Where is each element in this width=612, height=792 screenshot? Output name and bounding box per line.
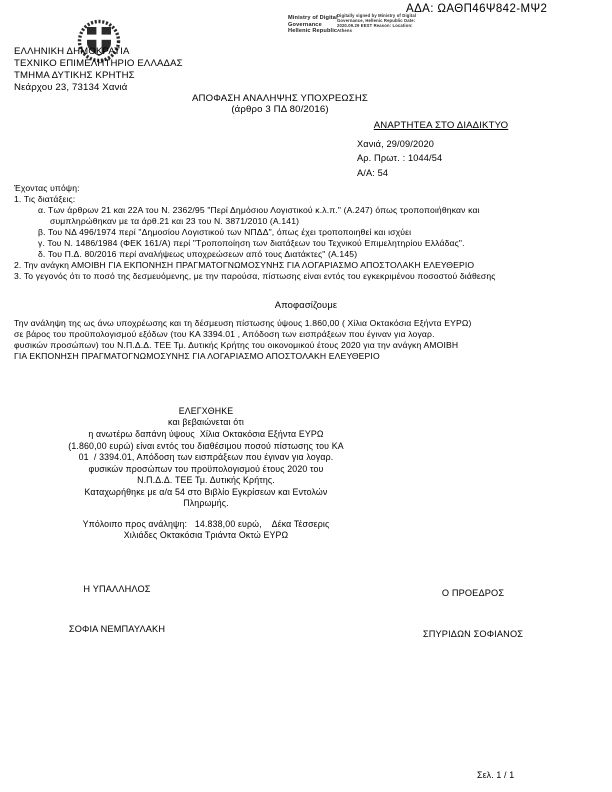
signature-left-name: ΣΟΦΙΑ ΝΕΜΠΑΥΛΑΚΗ xyxy=(68,624,166,634)
considerations-item-1c: γ. Του Ν. 1486/1984 (ΦΕΚ 161/Α) περί "Τροποποίηση των διατάξεων του Τεχνικού Επιμελητηρίου Ελλάδας". xyxy=(38,238,465,248)
page-number: Σελ. 1 / 1 xyxy=(477,770,515,780)
verification-line: Ν.Π.Δ.Δ. ΤΕΕ Τμ. Δυτικής Κρήτης. xyxy=(137,475,275,485)
org-line-department: ΤΜΗΜΑ ΔΥΤΙΚΗΣ ΚΡΗΤΗΣ xyxy=(14,70,135,81)
signature-right-title: Ο ΠΡΟΕΔΡΟΣ xyxy=(441,588,505,598)
signature-left-title: Η ΥΠΑΛΛΗΛΟΣ xyxy=(83,584,151,594)
verification-checked-label: ΕΛΕΓΧΘΗΚΕ xyxy=(178,406,234,416)
decision-body-line: Την ανάληψη της ως άνω υποχρέωσης και τη δέσμευση πίστωσης ύψους 1.860,00 ( Χίλια Οκτακόσια Εξήντα ΕΥΡΩ) xyxy=(14,318,472,328)
publish-notice: ΑΝΑΡΤΗΤΕΑ ΣΤΟ ΔΙΑΔΙΚΤΥΟ xyxy=(373,120,509,131)
digital-signature-details: Digitally signed by Ministry of Digital Governance, Hellenic Republic Date: 2020.09.29 EEST Reason: Location: Athens xyxy=(337,13,417,33)
ministry-stamp: Ministry of Digital Governance Hellenic Republic xyxy=(288,15,338,35)
considerations-item-1a-cont: συμπληρώθηκαν με τα άρθ.21 και 23 του Ν. 3871/2010 (Α.141) xyxy=(50,216,300,226)
decision-body-line: ΓΙΑ ΕΚΠΟΝΗΣΗ ΠΡΑΓΜΑΤΟΓΝΩΜΟΣΥΝΗΣ ΓΙΑ ΛΟΓΑΡΙΑΣΜΟ ΑΠΟΣΤΟΛΑΚΗ ΕΛΕΥΘΕΡΙΟ xyxy=(14,351,380,361)
document-title: ΑΠΟΦΑΣΗ ΑΝΑΛΗΨΗΣ ΥΠΟΧΡΕΩΣΗΣ xyxy=(192,93,368,104)
considerations-item-1: 1. Τις διατάξεις: xyxy=(14,194,76,204)
decision-heading: Αποφασίζουμε xyxy=(274,299,338,310)
document-subtitle: (άρθρο 3 ΠΔ 80/2016) xyxy=(231,104,329,115)
verification-line: και βεβαιώνεται ότι xyxy=(168,417,244,427)
greek-coat-of-arms-icon xyxy=(57,1,105,46)
verification-line: η ανωτέρω δαπάνη ύψους Χίλια Οκτακόσια Εξήντα ΕΥΡΩ xyxy=(88,429,324,439)
serial-number: Α/Α: 54 xyxy=(357,168,389,178)
org-line-chamber: ΤΕΧΝΙΚΟ ΕΠΙΜΕΛΗΤΗΡΙΟ ΕΛΛΑΔΑΣ xyxy=(14,58,183,69)
ada-code: ΑΔΑ: ΩΑΘΠ46Ψ842-ΜΨ2 xyxy=(406,3,548,15)
verification-registry-line: Καταχωρήθηκε με α/α 54 στο Βιβλίο Εγκρίσεων και Εντολών xyxy=(84,487,328,497)
considerations-item-3: 3. Το γεγονός ότι το ποσό της δεσμευόμενης, με την παρούσα, πίστωσης είναι εντός του εγκεκριμένου ποσοστού διάθεσης xyxy=(14,271,496,281)
org-line-republic: ΕΛΛΗΝΙΚΗ ΔΗΜΟΚΡΑΤΙΑ xyxy=(14,46,130,57)
org-line-address: Νεάρχου 23, 73134 Χανιά xyxy=(14,82,128,93)
considerations-item-1d: δ. Του Π.Δ. 80/2016 περί αναλήψεως υποχρεώσεων από τους Διατάκτες" (Α.145) xyxy=(38,249,358,259)
considerations-item-1a: α. Των άρθρων 21 και 22Α του Ν. 2362/95 "Περί Δημόσιου Λογιστικού κ.λ.π." (Α.247) όπως τροποποιήθηκαν και xyxy=(38,205,480,215)
verification-line: (1.860,00 ευρώ) είναι εντός του διαθέσιμου ποσού πίστωσης του ΚΑ xyxy=(68,441,344,451)
decision-body-line: σε βάρος του προϋπολογισμού εξόδων (του ΚΑ 3394.01 , Απόδοση των εισπράξεων που έγιναν για λογαρ. xyxy=(14,329,435,339)
protocol-number: Αρ. Πρωτ. : 1044/54 xyxy=(357,153,443,163)
decision-body-line: φυσικών προσώπων) του Ν.Π.Δ.Δ. ΤΕΕ Τμ. Δυτικής Κρήτης του οικονομικού έτους 2020 για την ανάγκη ΑΜΟΙΒΗ xyxy=(14,340,459,350)
verification-line: 01 / 3394.01, Απόδοση των εισπράξεων που έγιναν για λογαρ. xyxy=(78,452,334,462)
verification-registry-line: Πληρωμής. xyxy=(183,498,229,508)
signature-right-name: ΣΠΥΡΙΔΩΝ ΣΟΦΙΑΝΟΣ xyxy=(422,629,524,639)
considerations-item-1b: β. Του ΝΔ 496/1974 περί "Δημοσίου Λογιστικού των ΝΠΔΔ", όπως έχει τροποποιηθεί και ισχύει xyxy=(38,227,412,237)
considerations-intro: Έχοντας υπόψη: xyxy=(14,183,80,193)
place-date: Χανιά, 29/09/2020 xyxy=(357,139,435,149)
considerations-item-2: 2. Την ανάγκη ΑΜΟΙΒΗ ΓΙΑ ΕΚΠΟΝΗΣΗ ΠΡΑΓΜΑΤΟΓΝΩΜΟΣΥΝΗΣ ΓΙΑ ΛΟΓΑΡΙΑΣΜΟ ΑΠΟΣΤΟΛΑΚΗ ΕΛΕΥΘΕΡΙΟ xyxy=(14,260,475,270)
remaining-balance-line: Χιλιάδες Οκτακόσια Τριάντα Οκτώ ΕΥΡΩ xyxy=(123,530,289,540)
verification-line: φυσικών προσώπων του προϋπολογισμού έτους 2020 του xyxy=(88,464,324,474)
remaining-balance-line: Υπόλοιπο προς ανάληψη: 14.838,00 ευρώ, Δέκα Τέσσερις xyxy=(82,519,330,529)
